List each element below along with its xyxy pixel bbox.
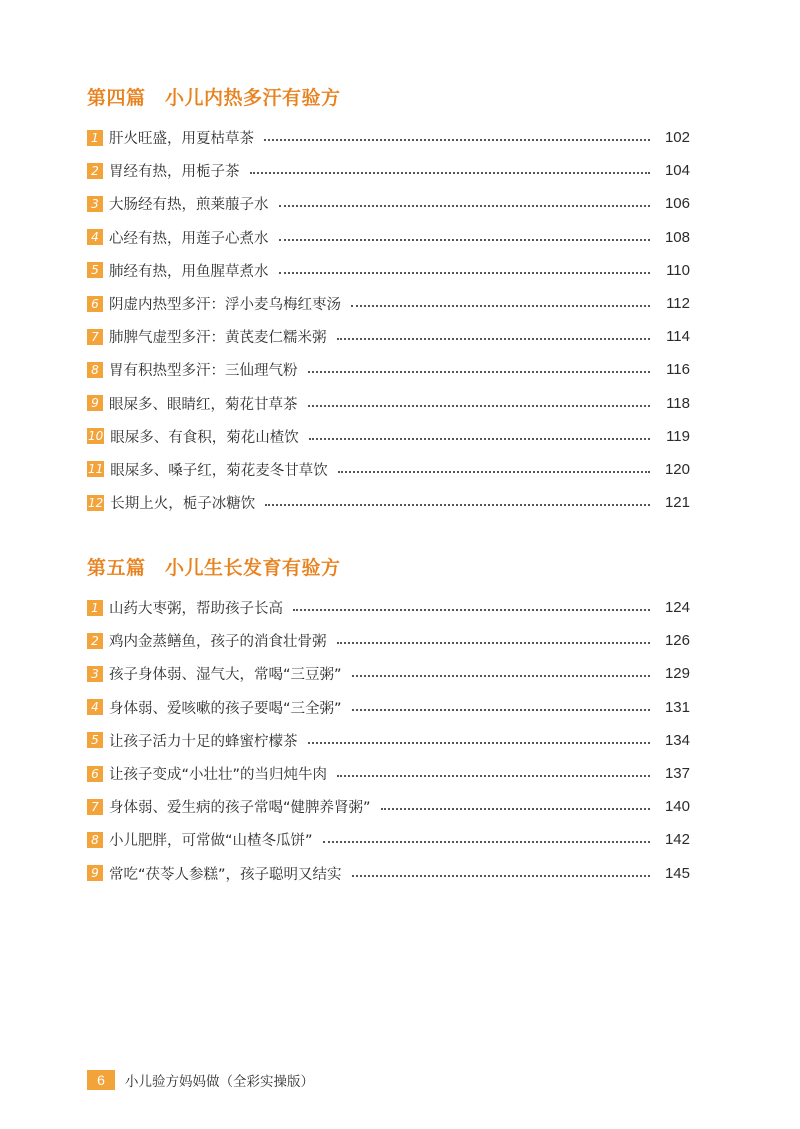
toc-entry[interactable] [87, 823, 690, 856]
entry-page-number: 116 [666, 361, 690, 379]
entry-number-badge: 9 [87, 865, 103, 881]
entry-page-number: 120 [664, 460, 690, 478]
entry-number-badge: 1 [87, 600, 103, 616]
entry-title: 山药大枣粥，帮助孩子长高 [109, 601, 283, 618]
dot-leader [293, 608, 650, 611]
entry-number-badge: 7 [87, 799, 103, 815]
dot-leader [351, 304, 650, 307]
entry-page-number: 134 [664, 731, 690, 749]
entry-page-number: 137 [664, 765, 690, 783]
entry-page-number: 145 [664, 864, 690, 882]
toc-entry[interactable] [87, 757, 690, 790]
entry-title: 心经有热，用莲子心煮水 [109, 230, 269, 247]
toc-entry[interactable] [87, 154, 690, 187]
toc-entry[interactable] [87, 486, 690, 519]
entry-number-badge: 2 [87, 163, 103, 179]
entry-page-number: 114 [666, 328, 690, 346]
entry-page-number: 131 [664, 698, 690, 716]
section-4 [87, 83, 690, 519]
toc-entry[interactable] [87, 724, 690, 757]
entry-page-number: 119 [666, 427, 690, 445]
entry-title: 肺脾气虚型多汗：黄芪麦仁糯米粥 [109, 330, 327, 347]
entry-title: 胃经有热，用栀子茶 [109, 164, 240, 181]
entry-page-number: 108 [664, 228, 690, 246]
entry-page-number: 121 [664, 494, 690, 512]
toc-entry[interactable] [87, 221, 690, 254]
toc-entry[interactable] [87, 420, 690, 453]
section-5 [87, 553, 690, 890]
entry-title: 胃有积热型多汗：三仙理气粉 [109, 363, 298, 380]
entry-page-number: 124 [664, 599, 690, 617]
entry-number-badge: 12 [88, 495, 104, 510]
dot-leader [265, 503, 650, 506]
dot-leader [337, 774, 650, 777]
entry-title: 长期上火，栀子冰糖饮 [110, 496, 256, 513]
entry-page-number: 126 [664, 632, 690, 650]
entry-title: 孩子身体弱、湿气大，常喝“三豆粥” [109, 667, 342, 684]
dot-leader [250, 171, 651, 174]
toc-entry[interactable] [87, 387, 690, 420]
toc-entry[interactable] [87, 254, 690, 287]
entry-page-number: 110 [666, 261, 690, 279]
toc-entry[interactable] [87, 624, 690, 657]
entry-title: 常吃“茯苓人参糕”，孩子聪明又结实 [109, 866, 342, 883]
dot-leader [352, 674, 650, 677]
dot-leader [308, 370, 651, 373]
entry-number-badge: 9 [87, 395, 103, 411]
dot-leader [279, 238, 651, 241]
toc-entry[interactable] [87, 320, 690, 353]
dot-leader [279, 271, 651, 274]
entry-number-badge: 5 [87, 262, 103, 278]
entry-page-number: 106 [664, 195, 690, 213]
entry-page-number: 112 [666, 295, 690, 313]
dot-leader [308, 404, 651, 407]
dot-leader [337, 641, 651, 644]
dot-leader [381, 807, 650, 810]
toc-entry[interactable] [87, 591, 690, 624]
entry-number-badge: 1 [87, 130, 103, 146]
toc-entry[interactable] [87, 857, 690, 890]
entry-page-number: 129 [664, 665, 690, 683]
entry-title: 身体弱、爱咳嗽的孩子要喝“三全粥” [109, 700, 342, 717]
entry-title: 阴虚内热型多汗：浮小麦乌梅红枣汤 [109, 297, 341, 314]
toc-entry[interactable] [87, 187, 690, 220]
entry-number-badge: 10 [88, 429, 104, 444]
entry-title: 肺经有热，用鱼腥草煮水 [109, 263, 269, 280]
toc-entry[interactable] [87, 657, 690, 690]
footer-page-number: 6 [87, 1070, 115, 1090]
dot-leader [337, 337, 651, 340]
entry-title: 鸡内金蒸鳝鱼，孩子的消食壮骨粥 [109, 634, 327, 651]
entry-title: 大肠经有热，煎莱菔子水 [109, 197, 269, 214]
page-footer [87, 1070, 314, 1090]
entry-number-badge: 2 [87, 633, 103, 649]
entry-page-number: 140 [664, 798, 690, 816]
entry-number-badge: 11 [88, 462, 104, 477]
dot-leader [338, 470, 650, 473]
dot-leader [352, 874, 650, 877]
entry-number-badge: 4 [87, 229, 103, 245]
toc-entry[interactable] [87, 353, 690, 386]
dot-leader [308, 741, 651, 744]
entry-title: 身体弱、爱生病的孩子常喝“健脾养肾粥” [109, 800, 371, 817]
entry-title: 眼屎多、有食积，菊花山楂饮 [110, 429, 299, 446]
entry-number-badge: 5 [87, 732, 103, 748]
entry-page-number: 102 [664, 129, 690, 147]
entry-number-badge: 3 [87, 666, 103, 682]
entry-number-badge: 4 [87, 699, 103, 715]
section-title: 第四篇 小儿内热多汗有验方 [87, 87, 341, 109]
entry-number-badge: 8 [87, 362, 103, 378]
toc-list [87, 121, 690, 519]
entry-number-badge: 6 [87, 766, 103, 782]
entry-page-number: 104 [664, 162, 690, 180]
entry-number-badge: 8 [87, 832, 103, 848]
dot-leader [264, 138, 650, 141]
toc-entry[interactable] [87, 453, 690, 486]
entry-number-badge: 3 [87, 196, 103, 212]
dot-leader [279, 204, 651, 207]
entry-page-number: 118 [666, 394, 690, 412]
toc-entry[interactable] [87, 121, 690, 154]
entry-title: 眼屎多、嗓子红，菊花麦冬甘草饮 [110, 462, 328, 479]
entry-title: 肝火旺盛，用夏枯草茶 [109, 131, 254, 148]
dot-leader [323, 840, 650, 843]
entry-title: 让孩子活力十足的蜂蜜柠檬茶 [109, 733, 298, 750]
entry-title: 让孩子变成“小壮壮”的当归炖牛肉 [109, 767, 328, 784]
entry-title: 小儿肥胖，可常做“山楂冬瓜饼” [109, 833, 313, 850]
toc-entry[interactable] [87, 790, 690, 823]
toc-entry[interactable] [87, 691, 690, 724]
dot-leader [352, 708, 650, 711]
section-title: 第五篇 小儿生长发育有验方 [87, 557, 341, 579]
toc-entry[interactable] [87, 287, 690, 320]
entry-page-number: 142 [664, 831, 690, 849]
entry-number-badge: 6 [87, 296, 103, 312]
toc-list [87, 591, 690, 890]
entry-title: 眼屎多、眼睛红，菊花甘草茶 [109, 396, 298, 413]
entry-number-badge: 7 [87, 329, 103, 345]
footer-book-title: 小儿验方妈妈做（全彩实操版） [125, 1074, 314, 1090]
dot-leader [309, 437, 650, 440]
